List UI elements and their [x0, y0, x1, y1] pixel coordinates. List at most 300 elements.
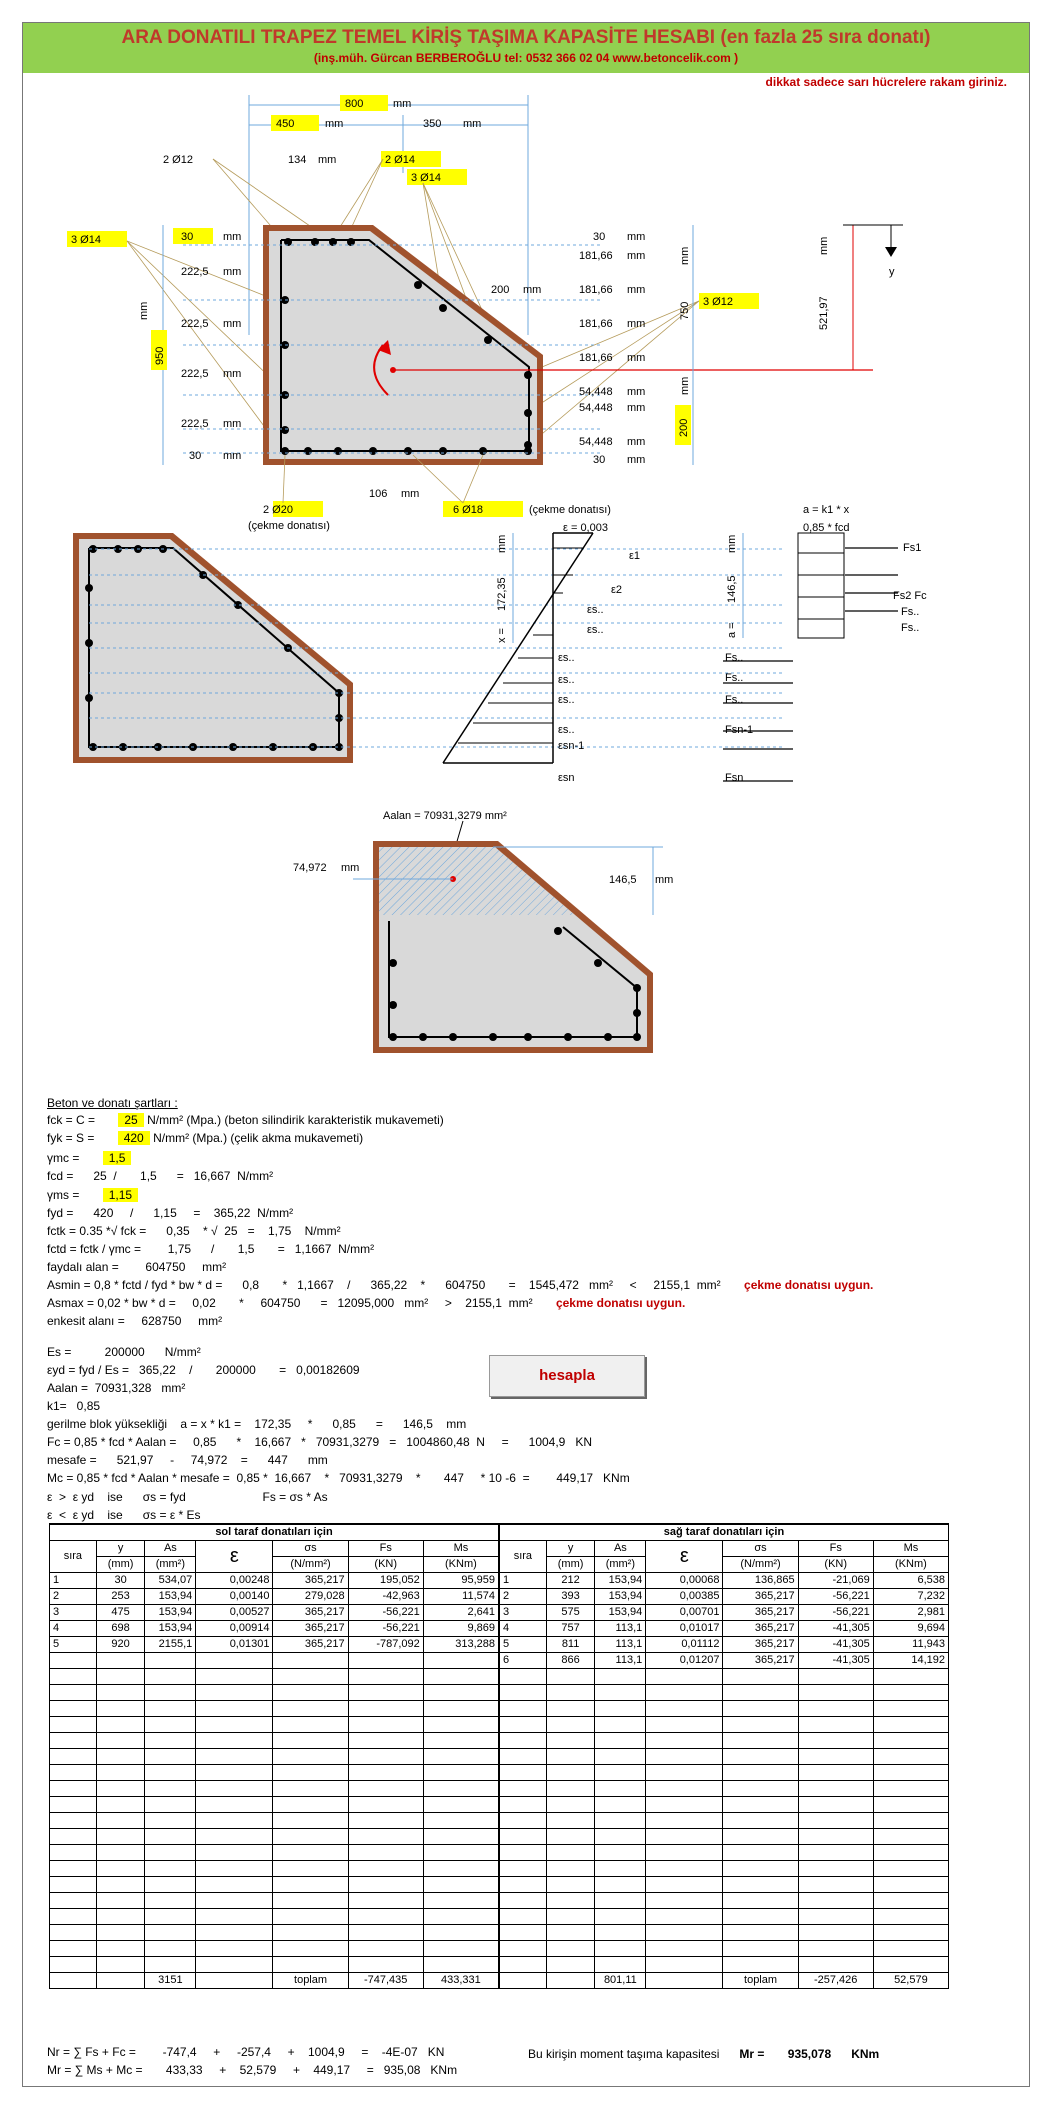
fck-input[interactable]: 25 — [118, 1113, 143, 1127]
table-cell — [500, 1668, 547, 1684]
table-cell — [96, 1668, 145, 1684]
table-cell — [96, 1940, 145, 1956]
eps-dots: εs.. — [558, 674, 575, 686]
gms-label: γms = — [47, 1188, 80, 1202]
table-cell — [500, 1684, 547, 1700]
table-cell: 365,217 — [273, 1572, 348, 1588]
table-row — [500, 1780, 949, 1796]
table-cell — [423, 1668, 498, 1684]
table-row — [500, 1636, 949, 1652]
table-row — [50, 1860, 499, 1876]
table-cell — [546, 1748, 595, 1764]
table-cell — [145, 1716, 196, 1732]
fyk-input[interactable]: 420 — [118, 1131, 150, 1145]
table-cell — [273, 1700, 348, 1716]
table-cell — [646, 1796, 723, 1812]
table-cell — [873, 1764, 948, 1780]
mm-label: mm — [627, 436, 646, 448]
mr-value: 935,078 — [787, 2047, 832, 2061]
table-cell — [348, 1812, 423, 1828]
table-row — [50, 1684, 499, 1700]
fck-row — [47, 1113, 444, 1127]
total-cell — [50, 1972, 97, 1988]
table-cell — [196, 1860, 273, 1876]
table-row — [500, 1668, 949, 1684]
asmax-status: çekme donatısı uygun. — [555, 1296, 686, 1310]
table-cell — [595, 1812, 646, 1828]
table-cell — [196, 1924, 273, 1940]
table-row — [50, 1828, 499, 1844]
table-cell — [423, 1652, 498, 1668]
table-cell — [423, 1924, 498, 1940]
table-row — [50, 1700, 499, 1716]
table-cell: -41,305 — [798, 1652, 873, 1668]
bar-top-right: 2 Ø14 — [385, 154, 415, 166]
table-cell: 153,94 — [595, 1604, 646, 1620]
table-cell: 95,959 — [423, 1572, 498, 1588]
table-cell — [595, 1668, 646, 1684]
table-cell: 0,00701 — [646, 1604, 723, 1620]
table-row — [50, 1956, 499, 1972]
table-cell: 4 — [50, 1620, 97, 1636]
unit-ms: (KNm) — [423, 1556, 498, 1572]
table-cell — [273, 1732, 348, 1748]
table-cell — [546, 1716, 595, 1732]
col-sira: sıra — [500, 1540, 547, 1572]
calculate-button[interactable]: hesapla — [489, 1355, 645, 1397]
a-formula: a = k1 * x — [803, 504, 850, 516]
table-cell: 5 — [50, 1636, 97, 1652]
fck-label: fck = C = — [47, 1113, 96, 1127]
left-table-title: sol taraf donatıları için — [50, 1524, 499, 1540]
table-cell — [646, 1844, 723, 1860]
mm-label: mm — [223, 266, 242, 278]
table-cell — [546, 1764, 595, 1780]
table-cell — [546, 1940, 595, 1956]
x-value: 172,35 — [496, 577, 508, 611]
right-small: 54,448 — [579, 402, 613, 414]
table-cell — [798, 1844, 873, 1860]
aalan-label: Aalan = 70931,3279 mm² — [383, 810, 507, 822]
fs1: Fs1 — [903, 542, 922, 554]
table-cell — [798, 1908, 873, 1924]
table-cell — [96, 1908, 145, 1924]
table-cell — [595, 1828, 646, 1844]
asmin-row — [47, 1278, 873, 1292]
slope-length: 200 — [491, 284, 510, 296]
table-cell: 3 — [50, 1604, 97, 1620]
table-cell — [348, 1764, 423, 1780]
table-cell — [798, 1956, 873, 1972]
bottom-gap: 106 — [369, 488, 388, 500]
table-cell — [348, 1668, 423, 1684]
table-cell — [546, 1812, 595, 1828]
table-cell — [145, 1700, 196, 1716]
table-cell — [348, 1796, 423, 1812]
table-cell — [646, 1668, 723, 1684]
block-depth: 146,5 — [609, 874, 637, 886]
table-row — [500, 1876, 949, 1892]
col-eps: ε — [646, 1540, 723, 1572]
table-cell — [145, 1780, 196, 1796]
section-diagram — [23, 75, 1030, 545]
table-cell: -21,069 — [798, 1572, 873, 1588]
table-cell — [348, 1908, 423, 1924]
table-cell — [50, 1828, 97, 1844]
mm-label: mm — [679, 246, 691, 265]
table-cell: 0,00914 — [196, 1620, 273, 1636]
right-as-total: 801,11 — [595, 1972, 646, 1988]
table-cell — [500, 1876, 547, 1892]
table-cell — [595, 1764, 646, 1780]
table-cell: 9,869 — [423, 1620, 498, 1636]
unit-as: (mm²) — [595, 1556, 646, 1572]
tension-label: (çekme donatısı) — [248, 520, 330, 532]
table-cell: 153,94 — [145, 1588, 196, 1604]
table-cell — [500, 1700, 547, 1716]
table-cell — [273, 1956, 348, 1972]
table-cell: 153,94 — [145, 1620, 196, 1636]
table-cell: 365,217 — [723, 1620, 798, 1636]
table-cell — [196, 1876, 273, 1892]
col-ms: Ms — [873, 1540, 948, 1556]
gms-input[interactable]: 1,15 — [103, 1188, 138, 1202]
capacity-row — [528, 2047, 879, 2061]
asmin-formula: Asmin = 0,8 * fctd / fyd * bw * d = 0,8 * 1,1667 / 365,22 * 604750 = 1545,472 mm² < 2155,1 mm² — [47, 1278, 721, 1292]
table-cell — [546, 1956, 595, 1972]
table-cell — [196, 1700, 273, 1716]
col-y: y — [546, 1540, 595, 1556]
col-fs: Fs — [798, 1540, 873, 1556]
table-cell — [646, 1908, 723, 1924]
table-cell — [423, 1876, 498, 1892]
table-cell — [873, 1940, 948, 1956]
table-cell — [423, 1764, 498, 1780]
eps2: ε2 — [611, 584, 623, 596]
table-row — [500, 1716, 949, 1732]
eps-top: ε = 0,003 — [563, 523, 608, 534]
table-cell — [546, 1892, 595, 1908]
table-cell — [50, 1924, 97, 1940]
table-cell — [798, 1684, 873, 1700]
table-row — [50, 1588, 499, 1604]
table-cell — [873, 1732, 948, 1748]
table-cell: 2,641 — [423, 1604, 498, 1620]
table-cell — [595, 1924, 646, 1940]
col-sigma: σs — [273, 1540, 348, 1556]
col-ms: Ms — [423, 1540, 498, 1556]
mesafe-row: mesafe = 521,97 - 74,972 = 447 mm — [47, 1453, 328, 1467]
table-row — [500, 1748, 949, 1764]
table-cell — [50, 1668, 97, 1684]
table-cell: 9,694 — [873, 1620, 948, 1636]
table-cell: 3 — [500, 1604, 547, 1620]
table-cell — [595, 1796, 646, 1812]
table-cell — [96, 1876, 145, 1892]
table-cell — [546, 1700, 595, 1716]
table-cell — [273, 1908, 348, 1924]
table-cell — [723, 1764, 798, 1780]
table-cell — [546, 1684, 595, 1700]
table-cell — [500, 1956, 547, 1972]
table-cell — [96, 1732, 145, 1748]
table-cell — [96, 1780, 145, 1796]
col-as: As — [595, 1540, 646, 1556]
table-cell: 253 — [96, 1588, 145, 1604]
table-cell — [196, 1652, 273, 1668]
table-cell: -41,305 — [798, 1636, 873, 1652]
table-row — [50, 1844, 499, 1860]
table-cell — [96, 1812, 145, 1828]
table-cell — [196, 1748, 273, 1764]
table-cell: 475 — [96, 1604, 145, 1620]
table-cell — [348, 1940, 423, 1956]
left-spacing: 222,5 — [181, 266, 209, 278]
bar-bottom-right: 6 Ø18 — [453, 504, 483, 516]
height-bottom: 200 — [678, 418, 690, 437]
table-cell — [595, 1876, 646, 1892]
gerilme-row: gerilme blok yüksekliği a = x * k1 = 172,35 * 0,85 = 146,5 mm — [47, 1417, 467, 1431]
centroid-dist: 521,97 — [818, 296, 830, 330]
table-cell: -56,221 — [348, 1620, 423, 1636]
table-cell — [196, 1828, 273, 1844]
table-cell — [423, 1684, 498, 1700]
table-cell — [348, 1828, 423, 1844]
left-table-body — [50, 1572, 499, 1972]
fck-desc: N/mm² (Mpa.) (beton silindirik karakteristik mukavemeti) — [147, 1113, 444, 1127]
right-table-body — [500, 1572, 949, 1972]
table-cell: 365,217 — [273, 1636, 348, 1652]
table-row — [500, 1892, 949, 1908]
table-row — [50, 1812, 499, 1828]
table-cell — [96, 1764, 145, 1780]
table-row — [500, 1572, 949, 1588]
faydali-row: faydalı alan = 604750 mm² — [47, 1260, 227, 1274]
fyk-row — [47, 1131, 363, 1145]
table-cell — [273, 1780, 348, 1796]
table-cell: 30 — [96, 1572, 145, 1588]
unit-as: (mm²) — [145, 1556, 196, 1572]
table-cell — [798, 1764, 873, 1780]
table-cell — [500, 1780, 547, 1796]
width-left: 450 — [276, 118, 295, 130]
fyk-desc: N/mm² (Mpa.) (çelik akma mukavemeti) — [153, 1131, 364, 1145]
table-cell — [500, 1732, 547, 1748]
table-cell — [873, 1908, 948, 1924]
bar-left: 3 Ø14 — [71, 234, 101, 246]
table-row — [50, 1668, 499, 1684]
table-cell — [273, 1796, 348, 1812]
table-cell — [273, 1924, 348, 1940]
table-cell — [595, 1748, 646, 1764]
table-cell — [500, 1796, 547, 1812]
bar-top-left: 2 Ø12 — [163, 154, 193, 166]
table-cell — [196, 1716, 273, 1732]
table-row — [500, 1796, 949, 1812]
asmax-formula: Asmax = 0,02 * bw * d = 0,02 * 604750 = 12095,000 mm² > 2155,1 mm² — [47, 1296, 533, 1310]
table-cell — [273, 1876, 348, 1892]
table-cell — [145, 1732, 196, 1748]
mm-label: mm — [223, 418, 242, 430]
table-cell — [145, 1876, 196, 1892]
table-row — [500, 1844, 949, 1860]
table-cell — [595, 1908, 646, 1924]
table-row — [500, 1908, 949, 1924]
table-cell — [96, 1796, 145, 1812]
left-toplam-label: toplam — [273, 1972, 348, 1988]
table-row — [500, 1812, 949, 1828]
mm-label: mm — [223, 318, 242, 330]
table-cell — [50, 1780, 97, 1796]
cover-right: 30 — [593, 231, 606, 243]
table-row — [50, 1764, 499, 1780]
table-cell: 0,00385 — [646, 1588, 723, 1604]
table-cell — [145, 1908, 196, 1924]
width-right: 350 — [423, 118, 442, 130]
table-cell — [96, 1652, 145, 1668]
table-cell — [546, 1908, 595, 1924]
cover-bottom-right: 30 — [593, 454, 606, 466]
table-cell: 0,01207 — [646, 1652, 723, 1668]
table-cell: 6 — [500, 1652, 547, 1668]
right-spacing: 181,66 — [579, 318, 613, 330]
table-cell — [273, 1668, 348, 1684]
table-cell — [196, 1956, 273, 1972]
table-cell — [423, 1908, 498, 1924]
mm-label: mm — [655, 874, 674, 886]
table-cell — [196, 1892, 273, 1908]
table-row — [500, 1956, 949, 1972]
table-cell — [798, 1828, 873, 1844]
table-cell — [50, 1956, 97, 1972]
table-cell — [595, 1684, 646, 1700]
gms-row — [47, 1188, 138, 1202]
x-label: x = — [496, 628, 508, 643]
mm-label: mm — [523, 284, 542, 296]
mm-label: mm — [463, 118, 482, 130]
table-cell — [595, 1700, 646, 1716]
table-row — [50, 1892, 499, 1908]
total-cell — [500, 1972, 547, 1988]
table-cell — [723, 1924, 798, 1940]
table-cell — [595, 1892, 646, 1908]
table-cell — [50, 1748, 97, 1764]
table-cell — [273, 1764, 348, 1780]
table-cell: -41,305 — [798, 1620, 873, 1636]
table-cell — [196, 1780, 273, 1796]
table-cell — [96, 1684, 145, 1700]
table-cell: 0,01301 — [196, 1636, 273, 1652]
table-cell — [646, 1876, 723, 1892]
table-cell: 365,217 — [723, 1652, 798, 1668]
table-cell: 534,07 — [145, 1572, 196, 1588]
right-spacing: 181,66 — [579, 352, 613, 364]
table-cell — [873, 1956, 948, 1972]
table-cell: 113,1 — [595, 1620, 646, 1636]
table-cell: 2155,1 — [145, 1636, 196, 1652]
table-cell — [546, 1780, 595, 1796]
gmc-input[interactable]: 1,5 — [103, 1151, 132, 1165]
table-cell — [873, 1668, 948, 1684]
table-cell — [873, 1892, 948, 1908]
table-cell — [273, 1860, 348, 1876]
bar-right: 3 Ø12 — [703, 296, 733, 308]
table-cell — [50, 1812, 97, 1828]
table-cell — [423, 1892, 498, 1908]
table-cell — [500, 1892, 547, 1908]
table-cell — [50, 1700, 97, 1716]
table-cell — [500, 1716, 547, 1732]
table-cell: -787,092 — [348, 1636, 423, 1652]
table-cell — [723, 1716, 798, 1732]
table-cell — [348, 1732, 423, 1748]
fs-dots: Fs.. — [901, 606, 920, 618]
table-cell — [798, 1940, 873, 1956]
table-cell — [723, 1860, 798, 1876]
table-cell — [723, 1812, 798, 1828]
table-cell — [873, 1924, 948, 1940]
eps-dots: εs.. — [587, 624, 604, 636]
table-row — [500, 1764, 949, 1780]
table-cell: 2 — [50, 1588, 97, 1604]
table-cell — [145, 1956, 196, 1972]
mm-label: mm — [627, 386, 646, 398]
table-cell — [723, 1908, 798, 1924]
table-row — [500, 1732, 949, 1748]
table-cell — [50, 1844, 97, 1860]
compression-diagram — [23, 783, 1030, 1083]
table-cell — [798, 1668, 873, 1684]
a-label: a = — [726, 622, 738, 638]
col-fs: Fs — [348, 1540, 423, 1556]
eps-dots: εs.. — [558, 694, 575, 706]
table-cell — [196, 1732, 273, 1748]
table-cell — [546, 1828, 595, 1844]
table-cell — [723, 1668, 798, 1684]
table-cell — [595, 1860, 646, 1876]
table-cell — [500, 1924, 547, 1940]
unit-sigma: (N/mm²) — [273, 1556, 348, 1572]
table-cell — [723, 1876, 798, 1892]
right-small: 54,448 — [579, 436, 613, 448]
table-cell — [348, 1780, 423, 1796]
table-cell — [423, 1940, 498, 1956]
table-row — [50, 1780, 499, 1796]
y-axis-label: y — [889, 266, 895, 278]
table-cell — [145, 1812, 196, 1828]
cond2-row: ε < ε yd ise σs = ε * Es — [47, 1508, 201, 1522]
table-cell — [145, 1828, 196, 1844]
table-cell — [196, 1812, 273, 1828]
table-row — [50, 1716, 499, 1732]
table-cell — [145, 1940, 196, 1956]
table-cell: -42,963 — [348, 1588, 423, 1604]
table-cell — [196, 1908, 273, 1924]
es-row: Es = 200000 N/mm² — [47, 1345, 201, 1359]
table-cell — [145, 1796, 196, 1812]
mm-label: mm — [627, 250, 646, 262]
table-row — [500, 1700, 949, 1716]
table-cell — [798, 1748, 873, 1764]
table-cell — [348, 1700, 423, 1716]
fcd-row: fcd = 25 / 1,5 = 16,667 N/mm² — [47, 1169, 274, 1183]
capacity-label: Bu kirişin moment taşıma kapasitesi — [528, 2047, 720, 2061]
mm-label: mm — [627, 454, 646, 466]
table-cell — [273, 1716, 348, 1732]
table-cell — [145, 1844, 196, 1860]
mm-label: mm — [341, 862, 360, 874]
table-cell — [50, 1764, 97, 1780]
